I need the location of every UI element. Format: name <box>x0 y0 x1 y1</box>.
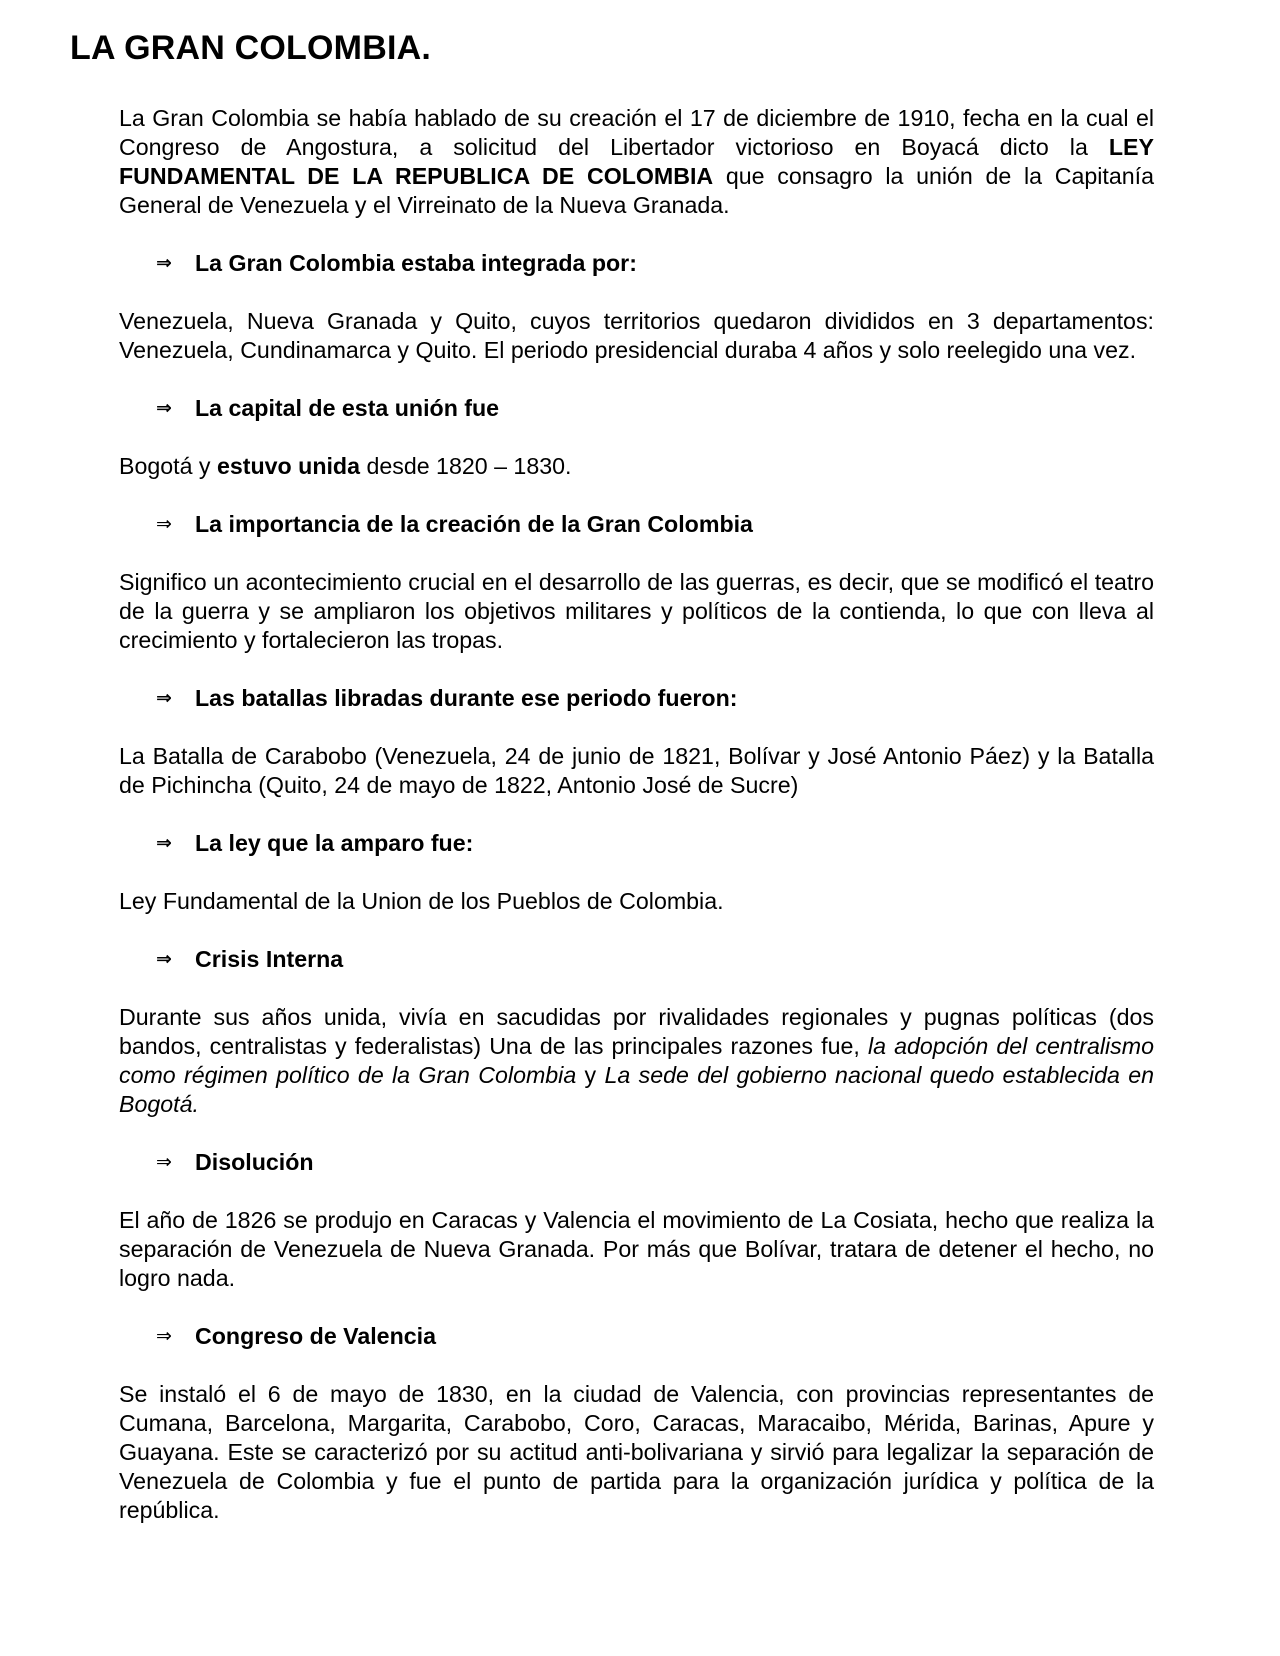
intro-text-1: La Gran Colombia se había hablado de su creación el 17 de diciembre de 1910, fecha en la cual el Congreso de Angostura, a solicitud del Libertador victorioso en Boyacá dicto la <box>119 105 1154 160</box>
capital-text-1: Bogotá y <box>119 453 217 479</box>
crisis-italic-1: la adopción del centralismo como régimen político de la Gran Colombia <box>119 1033 1154 1088</box>
capital-text-2: desde 1820 – 1830. <box>360 453 572 479</box>
section-heading-text: La capital de esta unión fue <box>195 395 500 421</box>
section-heading-importance <box>156 510 1154 539</box>
section-paragraph-law: Ley Fundamental de la Union de los Pueblos de Colombia. <box>119 888 724 914</box>
arrow-right-icon: ⇒ <box>156 1325 172 1347</box>
arrow-right-icon: ⇒ <box>156 252 172 274</box>
section-heading-valencia <box>156 1322 1154 1351</box>
section-paragraph-importance: Significo un acontecimiento crucial en el desarrollo de las guerras, es decir, que se modificó el teatro de la guerra y se ampliaron los objetivos militares y políticos de la contienda, lo que con lleva al crecimiento y fortalecieron las tropas. <box>119 569 1154 653</box>
document-body <box>119 104 1154 1525</box>
section-paragraph-valencia: Se instaló el 6 de mayo de 1830, en la ciudad de Valencia, con provincias representantes de Cumana, Barcelona, Margarita, Carabobo, Coro, Caracas, Maracaibo, Mérida, Barinas, Apure y Guayana. Este se caracterizó por su actitud anti-bolivariana y sirvió para legalizar la separación de Venezuela de Colombia y fue el punto de partida para la organización jurídica y política de la república. <box>119 1381 1154 1523</box>
section-heading-text: Crisis Interna <box>195 946 344 972</box>
crisis-italic-2: La sede del gobierno nacional quedo establecida en Bogotá. <box>119 1062 1154 1117</box>
capital-text-bold: estuvo unida <box>216 453 360 479</box>
section-heading-crisis <box>156 945 1154 974</box>
section-heading-capital <box>156 394 1154 423</box>
section-paragraph-crisis <box>119 1003 1154 1119</box>
section-heading-integration <box>156 249 1154 278</box>
arrow-right-icon: ⇒ <box>156 397 172 419</box>
intro-paragraph <box>119 104 1154 220</box>
section-heading-text: Congreso de Valencia <box>195 1323 436 1349</box>
section-heading-dissolution <box>156 1148 1154 1177</box>
section-heading-text: La ley que la amparo fue: <box>195 830 474 856</box>
crisis-text-2: y <box>576 1062 605 1088</box>
arrow-right-icon: ⇒ <box>156 513 172 535</box>
arrow-right-icon: ⇒ <box>156 948 172 970</box>
section-heading-law <box>156 829 1154 858</box>
arrow-right-icon: ⇒ <box>156 1151 172 1173</box>
section-paragraph-dissolution: El año de 1826 se produjo en Caracas y Valencia el movimiento de La Cosiata, hecho que realiza la separación de Venezuela de Nueva Granada. Por más que Bolívar, tratara de detener el hecho, no logro nada. <box>119 1207 1154 1291</box>
section-paragraph-battles: La Batalla de Carabobo (Venezuela, 24 de junio de 1821, Bolívar y José Antonio Páez) y la Batalla de Pichincha (Quito, 24 de mayo de 1822, Antonio José de Sucre) <box>119 743 1154 798</box>
intro-text-2: que consagro la unión de la Capitanía General de Venezuela y el Virreinato de la Nueva Granada. <box>119 163 1154 218</box>
arrow-right-icon: ⇒ <box>156 832 172 854</box>
section-heading-battles <box>156 684 1154 713</box>
intro-law-name: LEY FUNDAMENTAL DE LA REPUBLICA DE COLOMBIA <box>119 134 1154 189</box>
section-heading-text: La importancia de la creación de la Gran Colombia <box>195 511 753 537</box>
section-paragraph-capital <box>119 452 1154 481</box>
document-title: LA GRAN COLOMBIA. <box>70 29 431 67</box>
arrow-right-icon: ⇒ <box>156 687 172 709</box>
section-paragraph-integration: Venezuela, Nueva Granada y Quito, cuyos territorios quedaron divididos en 3 departamentos: Venezuela, Cundinamarca y Quito. El periodo presidencial duraba 4 años y solo reelegido una vez. <box>119 308 1154 363</box>
section-heading-text: La Gran Colombia estaba integrada por: <box>195 250 637 276</box>
crisis-text-1: Durante sus años unida, vivía en sacudidas por rivalidades regionales y pugnas políticas (dos bandos, centralistas y federalistas) Una de las principales razones fue, <box>119 1004 1154 1059</box>
section-heading-text: Las batallas libradas durante ese periodo fueron: <box>195 685 738 711</box>
section-heading-text: Disolución <box>195 1149 314 1175</box>
